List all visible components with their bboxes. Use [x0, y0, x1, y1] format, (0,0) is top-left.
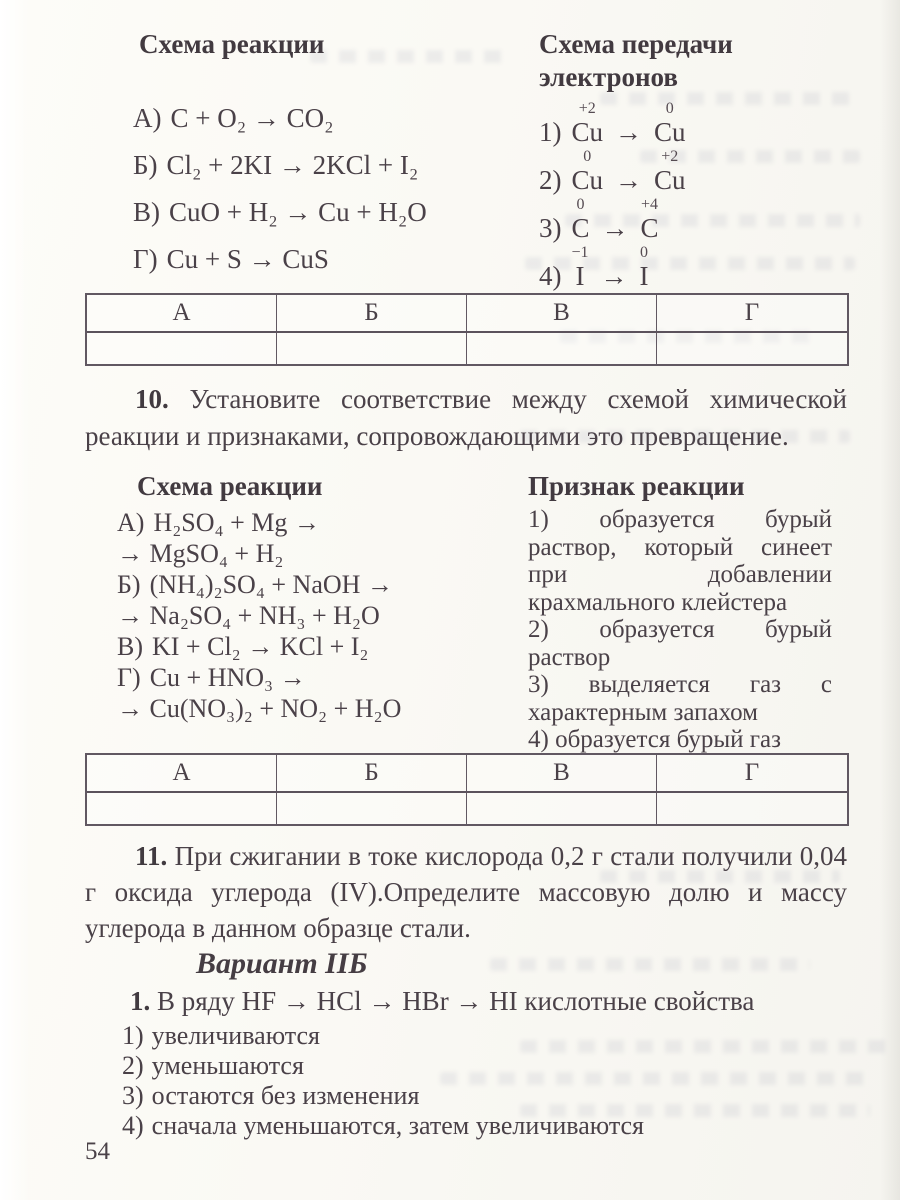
reaction-sign-item — [528, 506, 832, 616]
reaction-sign-item — [528, 616, 832, 671]
element-symbol: Cu — [571, 117, 604, 147]
element-symbol: C — [640, 213, 659, 243]
oxidation-state: +4 — [641, 196, 659, 213]
reaction-formula: → MgSO₄ + H₂ — [117, 538, 284, 568]
element-symbol: Cu — [654, 165, 686, 195]
reaction-equation-line — [117, 600, 520, 631]
question-text: Установите соответствие между схемой химической реакции и признаками, сопровождающими это превращение. — [85, 384, 847, 451]
answer-table-header-cell: Г — [657, 755, 847, 793]
bleed-through-text — [490, 958, 810, 971]
reaction-label: Г) — [133, 244, 158, 274]
element-symbol: C — [571, 213, 590, 243]
oxidation-state: 0 — [640, 244, 649, 261]
sign-text: образуется бурый раствор, который синеет при добавлении крахмального клейстера — [528, 506, 832, 616]
reaction-label: Б) — [133, 150, 158, 180]
reaction-formula: Cl₂ + 2KI → 2KCl + I₂ — [166, 150, 419, 180]
answer-table-header-cell: А — [87, 295, 277, 333]
arrow-glyph: → — [600, 261, 628, 291]
question-1 — [85, 985, 847, 1018]
answer-table-header-cell: Б — [277, 755, 467, 793]
element-symbol: I — [575, 261, 585, 291]
answer-option — [122, 1021, 822, 1051]
page-left-edge-highlight — [0, 0, 30, 1200]
reaction-formula: KI + Cl₂ → KCl + I₂ — [152, 631, 369, 661]
option-text: сначала уменьшаются, затем увеличиваются — [151, 1111, 644, 1140]
page-right-edge-shadow — [880, 0, 900, 1200]
element-symbol: I — [639, 261, 649, 291]
oxidation-state: +2 — [578, 100, 596, 117]
reaction-label: Г) — [117, 662, 141, 692]
electron-scheme-header: Схема передачи электронов — [539, 29, 733, 92]
element-with-oxidation-state — [572, 197, 590, 244]
arrow-glyph: → — [601, 213, 629, 243]
answer-table-1 — [85, 293, 849, 366]
oxidation-state: −1 — [571, 244, 589, 261]
reaction-list — [117, 507, 520, 724]
answer-table-header-cell: В — [467, 755, 657, 793]
question-number: 10. — [135, 384, 169, 414]
reaction-equation-line — [117, 631, 520, 662]
arrow-glyph: → — [615, 165, 643, 195]
variant-heading: Вариант IIБ — [196, 947, 368, 980]
answer-option — [122, 1081, 822, 1111]
answer-table-header-cell: Г — [657, 295, 847, 333]
element-symbol: Cu — [571, 165, 604, 195]
option-text: остаются без изменения — [151, 1081, 420, 1110]
question-number: 1. — [130, 986, 151, 1016]
reaction-sign-item — [528, 671, 832, 726]
reaction-equation-line — [133, 95, 515, 142]
scheme-number: 2) — [539, 165, 562, 195]
reaction-sign-header: Признак реакции — [528, 471, 745, 501]
reaction-scheme-column — [85, 28, 515, 283]
element-with-oxidation-state — [640, 245, 649, 292]
page-number: 54 — [85, 1138, 110, 1165]
answer-table-2 — [85, 753, 849, 826]
answer-table-input-cell — [87, 793, 277, 824]
element-with-oxidation-state — [572, 245, 589, 292]
question-11 — [85, 838, 847, 946]
answer-table-input-cell — [277, 793, 467, 824]
reaction-label: А) — [117, 507, 145, 537]
reaction-formula: → Cu(NO₃)₂ + NO₂ + H₂O — [117, 693, 402, 723]
answer-table-header-cell: В — [467, 295, 657, 333]
reaction-equation-line — [133, 142, 515, 189]
matching-section-reactions-electrons — [85, 28, 847, 291]
reaction-sign-list — [528, 506, 832, 754]
reaction-formula: H₂SO₄ + Mg → — [153, 507, 320, 537]
option-number: 4) — [122, 1111, 144, 1140]
answer-option — [122, 1051, 822, 1081]
reaction-equation-line — [117, 507, 520, 538]
sign-number: 2) — [528, 616, 549, 643]
reaction-equation-line — [117, 569, 520, 600]
answer-table-header-cell: Б — [277, 295, 467, 333]
reaction-equation-line — [117, 693, 520, 724]
reaction-equation-line — [133, 189, 515, 236]
answer-option — [122, 1111, 822, 1141]
element-with-oxidation-state — [572, 101, 604, 148]
sign-number: 3) — [528, 671, 549, 698]
reaction-equation-line — [117, 662, 520, 693]
oxidation-state: 0 — [665, 100, 674, 117]
reaction-formula: (NH₄)₂SO₄ + NaOH → — [149, 569, 393, 599]
reaction-label: Б) — [117, 569, 141, 599]
option-text: уменьшаются — [151, 1051, 304, 1080]
reaction-formula: CuO + H₂ → Cu + H₂O — [169, 197, 427, 227]
reaction-formula: → Na₂SO₄ + NH₃ + H₂O — [117, 600, 380, 630]
reaction-sign-column — [528, 470, 832, 754]
answer-table-input-cell — [87, 333, 277, 364]
sign-number: 4) — [528, 726, 549, 753]
scheme-number: 4) — [539, 261, 562, 291]
electron-transfer-scheme — [539, 100, 845, 148]
matching-section-reactions-signs — [85, 470, 847, 752]
sign-text: образуется бурый раствор — [528, 616, 832, 671]
reaction-label: В) — [117, 631, 143, 661]
element-with-oxidation-state — [572, 149, 604, 196]
answer-table-input-cell — [467, 793, 657, 824]
answer-table-answer-row — [87, 333, 847, 364]
reaction-equation-line — [133, 236, 515, 283]
reaction-scheme-header: Схема реакции — [139, 29, 325, 59]
reaction-scheme-header: Схема реакции — [137, 471, 323, 501]
electron-transfer-scheme — [539, 244, 845, 292]
oxidation-state: +2 — [661, 148, 679, 165]
question-text: При сжигании в токе кислорода 0,2 г стали получили 0,04 г оксида углерода (IV).Определите массовую долю и массу углерода в данном образце стали. — [85, 841, 847, 943]
answer-table-input-cell — [657, 333, 847, 364]
reaction-sign-item — [528, 726, 832, 754]
option-number: 2) — [122, 1051, 144, 1080]
answer-table-header-row — [87, 755, 847, 793]
sign-text: образуется бурый газ — [555, 726, 782, 753]
sign-text: выделяется газ с характерным запахом — [528, 671, 832, 726]
answer-table-header-cell: А — [87, 755, 277, 793]
reaction-equation-line — [117, 538, 520, 569]
electron-transfer-scheme — [539, 196, 845, 244]
reaction-scheme-column — [85, 470, 520, 724]
reaction-label: А) — [133, 103, 162, 133]
scheme-number: 3) — [539, 213, 562, 243]
option-number: 1) — [122, 1021, 144, 1050]
answer-table-input-cell — [467, 333, 657, 364]
question-10 — [85, 381, 847, 455]
electron-transfer-scheme — [539, 148, 845, 196]
reaction-formula: Cu + S → CuS — [166, 244, 329, 274]
element-with-oxidation-state — [641, 197, 659, 244]
oxidation-state: 0 — [583, 148, 592, 165]
answer-table-input-cell — [657, 793, 847, 824]
reaction-formula: Cu + HNO₃ → — [149, 662, 306, 692]
question-number: 11. — [135, 841, 168, 871]
option-number: 3) — [122, 1081, 144, 1110]
question-text: В ряду HF → HCl → HBr → HI кислотные свойства — [157, 986, 755, 1016]
electron-scheme-list — [539, 100, 845, 292]
sign-number: 1) — [528, 506, 549, 533]
answer-table-input-cell — [277, 333, 467, 364]
option-text: увеличиваются — [151, 1021, 320, 1050]
element-with-oxidation-state — [654, 101, 686, 148]
arrow-glyph: → — [615, 117, 643, 147]
reaction-list — [133, 95, 515, 283]
reaction-formula: C + O₂ → CO₂ — [170, 103, 334, 133]
answer-table-answer-row — [87, 793, 847, 824]
answer-options-list — [122, 1021, 822, 1141]
oxidation-state: 0 — [576, 196, 585, 213]
reaction-label: В) — [133, 197, 160, 227]
answer-table-header-row — [87, 295, 847, 333]
scheme-number: 1) — [539, 117, 562, 147]
element-symbol: Cu — [654, 117, 686, 147]
element-with-oxidation-state — [654, 149, 686, 196]
electron-scheme-column — [539, 28, 845, 292]
